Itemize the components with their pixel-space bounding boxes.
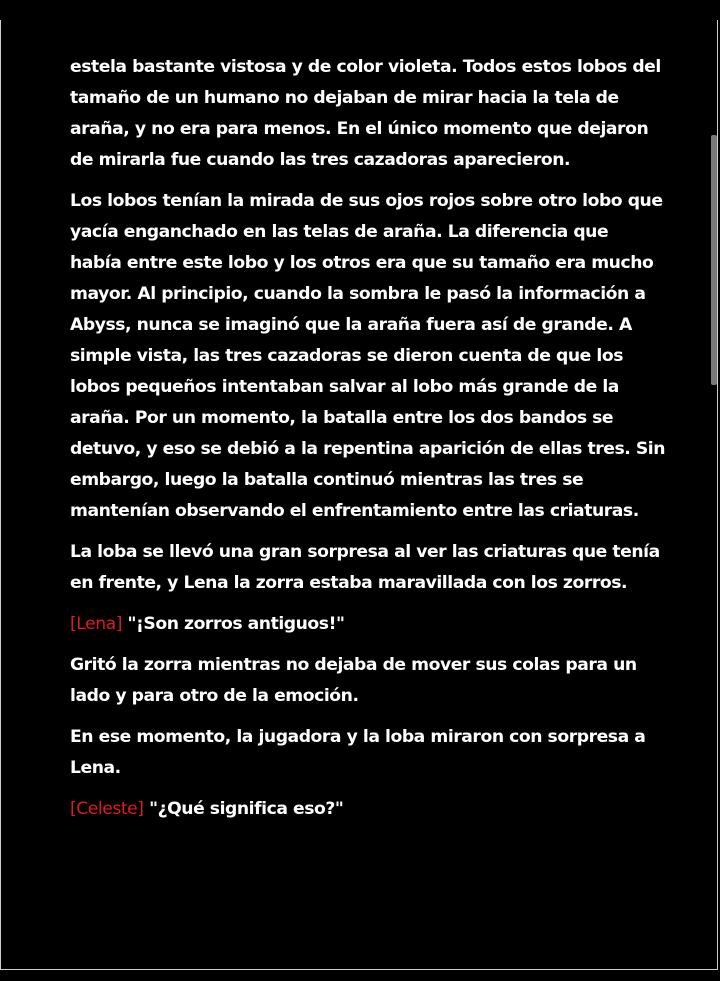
speaker-tag-lena: [Lena] — [70, 614, 122, 634]
dialogue-lena — [70, 609, 665, 640]
reader-page — [0, 20, 718, 970]
paragraph-5 — [70, 650, 665, 712]
dialogue-celeste — [70, 794, 665, 825]
scrollbar-thumb[interactable] — [711, 135, 717, 385]
speaker-tag-celeste: [Celeste] — [70, 799, 144, 819]
paragraph-6 — [70, 722, 665, 784]
paragraph-6-text: En ese momento, la jugadora y la loba miraron con sorpresa a Lena. — [70, 727, 646, 778]
paragraph-1-text: estela bastante vistosa y de color violeta. Todos estos lobos del tamaño de un humano no dejaban de mirar hacia la tela de araña, y no era para menos. En el único momento que dejaron de mirarla fue cuando las tres cazadoras aparecieron. — [70, 57, 661, 170]
dialogue-lena-text: "¡Son zorros antiguos!" — [121, 614, 345, 634]
chapter-text — [70, 52, 665, 835]
paragraph-3-text: La loba se llevó una gran sorpresa al ver las criaturas que tenía en frente, y Lena la zorra estaba maravillada con los zorros. — [70, 542, 660, 593]
paragraph-2 — [70, 186, 665, 527]
dialogue-celeste-text: "¿Qué significa eso?" — [143, 799, 344, 819]
paragraph-3 — [70, 537, 665, 599]
paragraph-5-text: Gritó la zorra mientras no dejaba de mover sus colas para un lado y para otro de la emoción. — [70, 655, 637, 706]
paragraph-1 — [70, 52, 665, 176]
paragraph-2-text: Los lobos tenían la mirada de sus ojos rojos sobre otro lobo que yacía enganchado en las telas de araña. La diferencia que había entre este lobo y los otros era que su tamaño era mucho mayor. Al principio, cuando la sombra le pasó la información a Abyss, nunca se imaginó que la araña fuera así de grande. A simple vista, las tres cazadoras se dieron cuenta de que los lobos pequeños intentaban salvar al lobo más grande de la araña. Por un momento, la batalla entre los dos bandos se detuvo, y eso se debió a la repentina aparición de ellas tres. Sin embargo, luego la batalla continuó mientras las tres se mantenían observando el enfrentamiento entre las criaturas. — [70, 191, 666, 521]
